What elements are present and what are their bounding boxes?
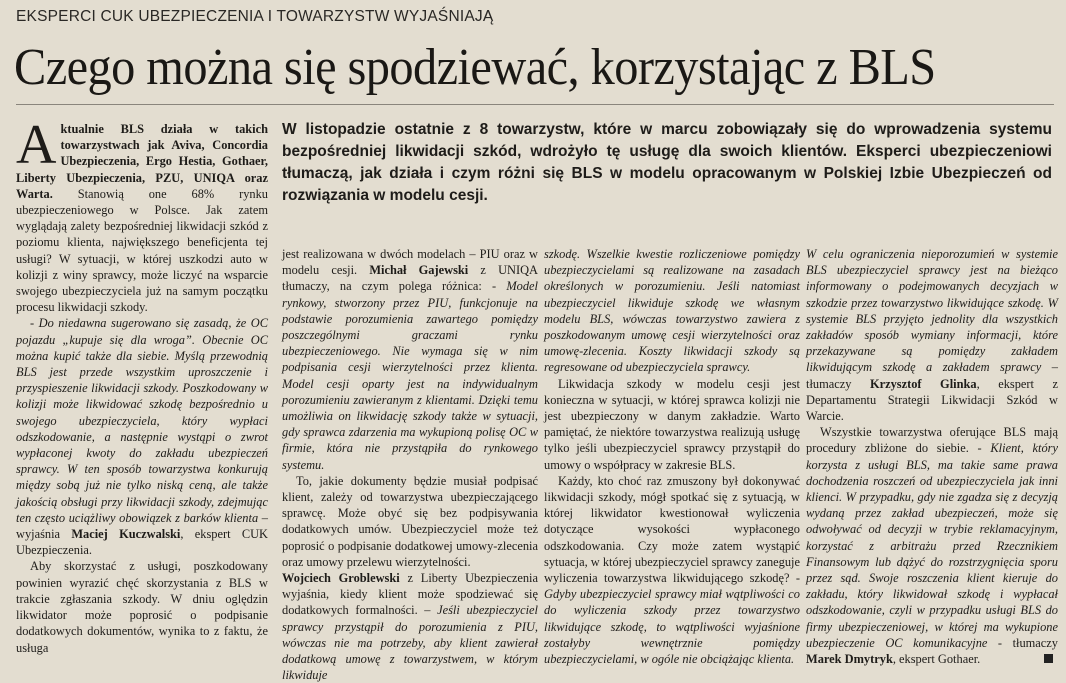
attribution-pre: – wyjaśnia [16, 510, 268, 542]
body-text: z UNIQA tłumaczy, na czym polega różnica: [282, 263, 538, 294]
intro-paragraph [16, 114, 268, 315]
expert-name: Wojciech Groblewski [282, 571, 400, 586]
body-paragraph: Likwidacja szkody w modelu cesji jest konieczna w sytuacji, w której sprawca kolizji nie jest ubezpieczony w danym zakładzie. Warto pamiętać, że niektóre towarzystwa realizują usługę tylko jeśli ubezpieczyciel sprawcy przystąpił do umowy o współpracy w zakresie BLS. [544, 376, 800, 472]
expert-name: Marek Dmytryk [806, 652, 893, 667]
lead-paragraph: W listopadzie ostatnie z 8 towarzystw, które w marcu zobowiązały się do wprowadzenia systemu bezpośredniej likwidacji szkód, wdrożyło tę usługę dla swoich klientów. Eksperci ubezpieczeniowi tłumaczą, jak działa i czym różni się BLS w modelu opracowanym w Polskiej Izbie Ubezpieczeń od rozwiązania w modelu cesji. [282, 121, 1052, 204]
quote-paragraph [16, 315, 268, 558]
attribution-pre: - tłumaczy [987, 635, 1058, 650]
body-paragraph: To, jakie dokumenty będzie musiał podpisać klient, zależy od towarzystwa ubezpieczającego sprawcę. Może obyć się bez podpisywania dodatkowych umów. Ubezpieczyciel może też poprosić o podpisanie dodatkowej umowy-zlecenia oraz umowy przelewu wierzytelności. [282, 473, 538, 569]
body-text: jest realizowana w dwóch modelach – PIU oraz w modelu cesji. [282, 247, 538, 278]
quote-groblewski: Jeśli ubezpieczyciel sprawcy przystąpił do porozumienia z PIU, wówczas nie ma potrzeby, aby klient zawierał dodatkową umowę z towarzystwem, w którym likwiduje [282, 603, 538, 683]
body-paragraph [282, 246, 538, 473]
article-column-2 [282, 246, 538, 683]
quote-paragraph [544, 246, 800, 376]
section-kicker: EKSPERCI CUK UBEZPIECZENIA I TOWARZYSTW WYJAŚNIAJĄ [16, 8, 494, 25]
attribution-post: , ekspert Gothaer. [892, 652, 981, 667]
quote-continued: szkodę. Wszelkie kwestie rozliczeniowe pomiędzy ubezpieczycielami są realizowane na zasadach określonych w porozumieniu. Jeśli natomiast ubezpieczyciel likwiduje szkodę we własnym modelu BLS, wówczas towarzystwo zawiera z poszkodowanym umowę cesji wierzytelności oraz umowę-zlecenia. Koszty likwidacji szkody są regresowane od ubezpieczyciela sprawcy. [544, 247, 800, 375]
intro-text: Stanowią one 68% rynku ubezpieczeniowego w Polsce. Jak zatem wyglądają zalety bezpośredniej likwidacji szkód z poziomu klienta, największego beneficjenta tej usługi? W sytuacji, w której uszkodzi auto w kolizji z winy sprawcy, może liczyć na wsparcie swojego ubezpieczyciela już na samym początku procesu likwidacji szkody. [16, 186, 268, 315]
attribution-post: , ekspert z Departamentu Strategii Likwidacji Szkód w Warcie. [806, 376, 1059, 424]
quote-text: - Klient, który korzysta z usługi BLS, ma takie same prawa dochodzenia roszczeń od ubezpieczyciela jak inni klienci. W przypadku, gdy nie zgadza się z decyzją wydaną przez zakład ubezpieczeń, może się odwoływać od decyzji w trybie reklamacyjnym, korzystać z arbitrażu przed Rzecznikiem Finansowym lub dążyć do rozstrzygnięcia sporu przez sąd. Swoje roszczenia klient kieruje do zakładu, który likwidował szkodę i wypłacał odszkodowanie, czyli w przypadku usługi BLS do firmy ubezpieczeniowej, w której ma wykupione ubezpieczenie OC komunikacyjne [806, 441, 1058, 650]
attribution-pre: – tłumaczy [806, 360, 1058, 391]
body-paragraph: Aby skorzystać z usługi, poszkodowany powinien wyrazić chęć skorzystania z BLS w trakcie zgłaszania szkody. W dniu oględzin likwidator może poprosić o podpisanie dodatkowych dokumentów, wynika to z faktu, że usługa [16, 559, 268, 655]
body-text: Każdy, kto choć raz zmuszony był dokonywać likwidacji szkody, mógł spotkać się z sytuacją, w której likwidator kwestionował wyliczenia dotyczące wysokości wypłaconego odszkodowania. Czy może zatem wystąpić sytuacja, w której ubezpieczyciel sprawcy zaneguje wyliczenia towarzystwa likwidującego szkodę? [544, 473, 800, 586]
intro-bold-text: ktualnie BLS działa w takich towarzystwach jak Aviva, Concordia Ubezpieczenia, Ergo Hestia, Gothaer, Liberty Ubezpieczenia, PZU, UNIQA oraz Warta. [16, 122, 268, 201]
quote-gajewski: - Model rynkowy, stworzony przez PIU, funkcjonuje na podstawie porozumienia zawartego pomiędzy poszczególnymi graczami rynku ubezpieczeniowego. Nie wymaga się w nim podpisania cesji wierzytelności przez klienta. Model cesji oparty jest na indywidualnym porozumieniu zawieranym z klientami. Dzięki temu umożliwia on likwidację szkody także w sytuacji, gdy sprawca zdarzenia ma wykupioną polisę OC w firmie, która nie przystąpiła do rynkowego systemu. [282, 279, 538, 472]
quote-text: W celu ograniczenia nieporozumień w systemie BLS ubezpieczyciel sprawcy jest na bieżąco informowany o podejmowanych decyzjach w szkodzie przez towarzystwo likwidujące szkodę. W systemie BLS przyjęto jednolity dla wszystkich zakładów sposób wymiany informacji, które przekazywane są pomiędzy zakładem likwidującym szkodę a zakładem sprawcy [806, 247, 1058, 375]
header-divider [16, 104, 1054, 105]
drop-cap: A [16, 114, 57, 176]
article-column-3 [544, 246, 800, 667]
quote-paragraph [806, 246, 1058, 424]
article-column-4 [806, 246, 1058, 667]
quote-text: - Gdyby ubezpieczyciel sprawcy miał wątpliwości co do wyliczenia szkody przez towarzystwo likwidujące szkodę, to wątpliwości wyjaśnione zostałyby wewnętrznie pomiędzy ubezpieczycielami, w ogóle nie obciążając klienta. [544, 571, 800, 667]
body-paragraph [544, 473, 800, 667]
quote-kuczwalski: - Do niedawna sugerowano się zasadą, że OC pojazdu „kupuje się dla wroga”. Obecnie OC można kupić także dla siebie. Myślą przewodnią BLS jest przede wszystkim uproszczenie i przyspieszenie likwidacji szkody. Poszkodowany w kolizji może likwidować szkodę bezpośrednio u swojego ubezpieczyciela, który wypłaci odszkodowanie, a następnie wystąpi o zwrot wypłaconej kwoty do zakładu ubezpieczeń sprawcy. W ten sposób towarzystwa konkurują między sobą już nie tylko niską ceną, ale także jakością obsługi przy likwidacji szkody, zdejmując ten często uciążliwy obowiązek z barków klienta [16, 316, 268, 525]
body-paragraph [806, 424, 1058, 667]
expert-name: Michał Gajewski [369, 263, 469, 278]
body-paragraph [282, 570, 538, 683]
expert-name: Maciej Kuczwalski [71, 527, 181, 542]
headline: Czego można się spodziewać, korzystając z BLS [14, 39, 936, 96]
attribution-post: , ekspert CUK Ubezpieczenia. [16, 527, 268, 558]
expert-name: Krzysztof Glinka [869, 376, 977, 391]
article-column-1 [16, 114, 268, 656]
end-of-article-mark [1044, 654, 1053, 663]
body-text: Wszystkie towarzystwa oferujące BLS mają procedury zbliżone do siebie. [806, 425, 1058, 456]
body-text: z Liberty Ubezpieczenia wyjaśnia, kiedy klient może spodziewać się dodatkowych formalności. – [282, 571, 538, 618]
